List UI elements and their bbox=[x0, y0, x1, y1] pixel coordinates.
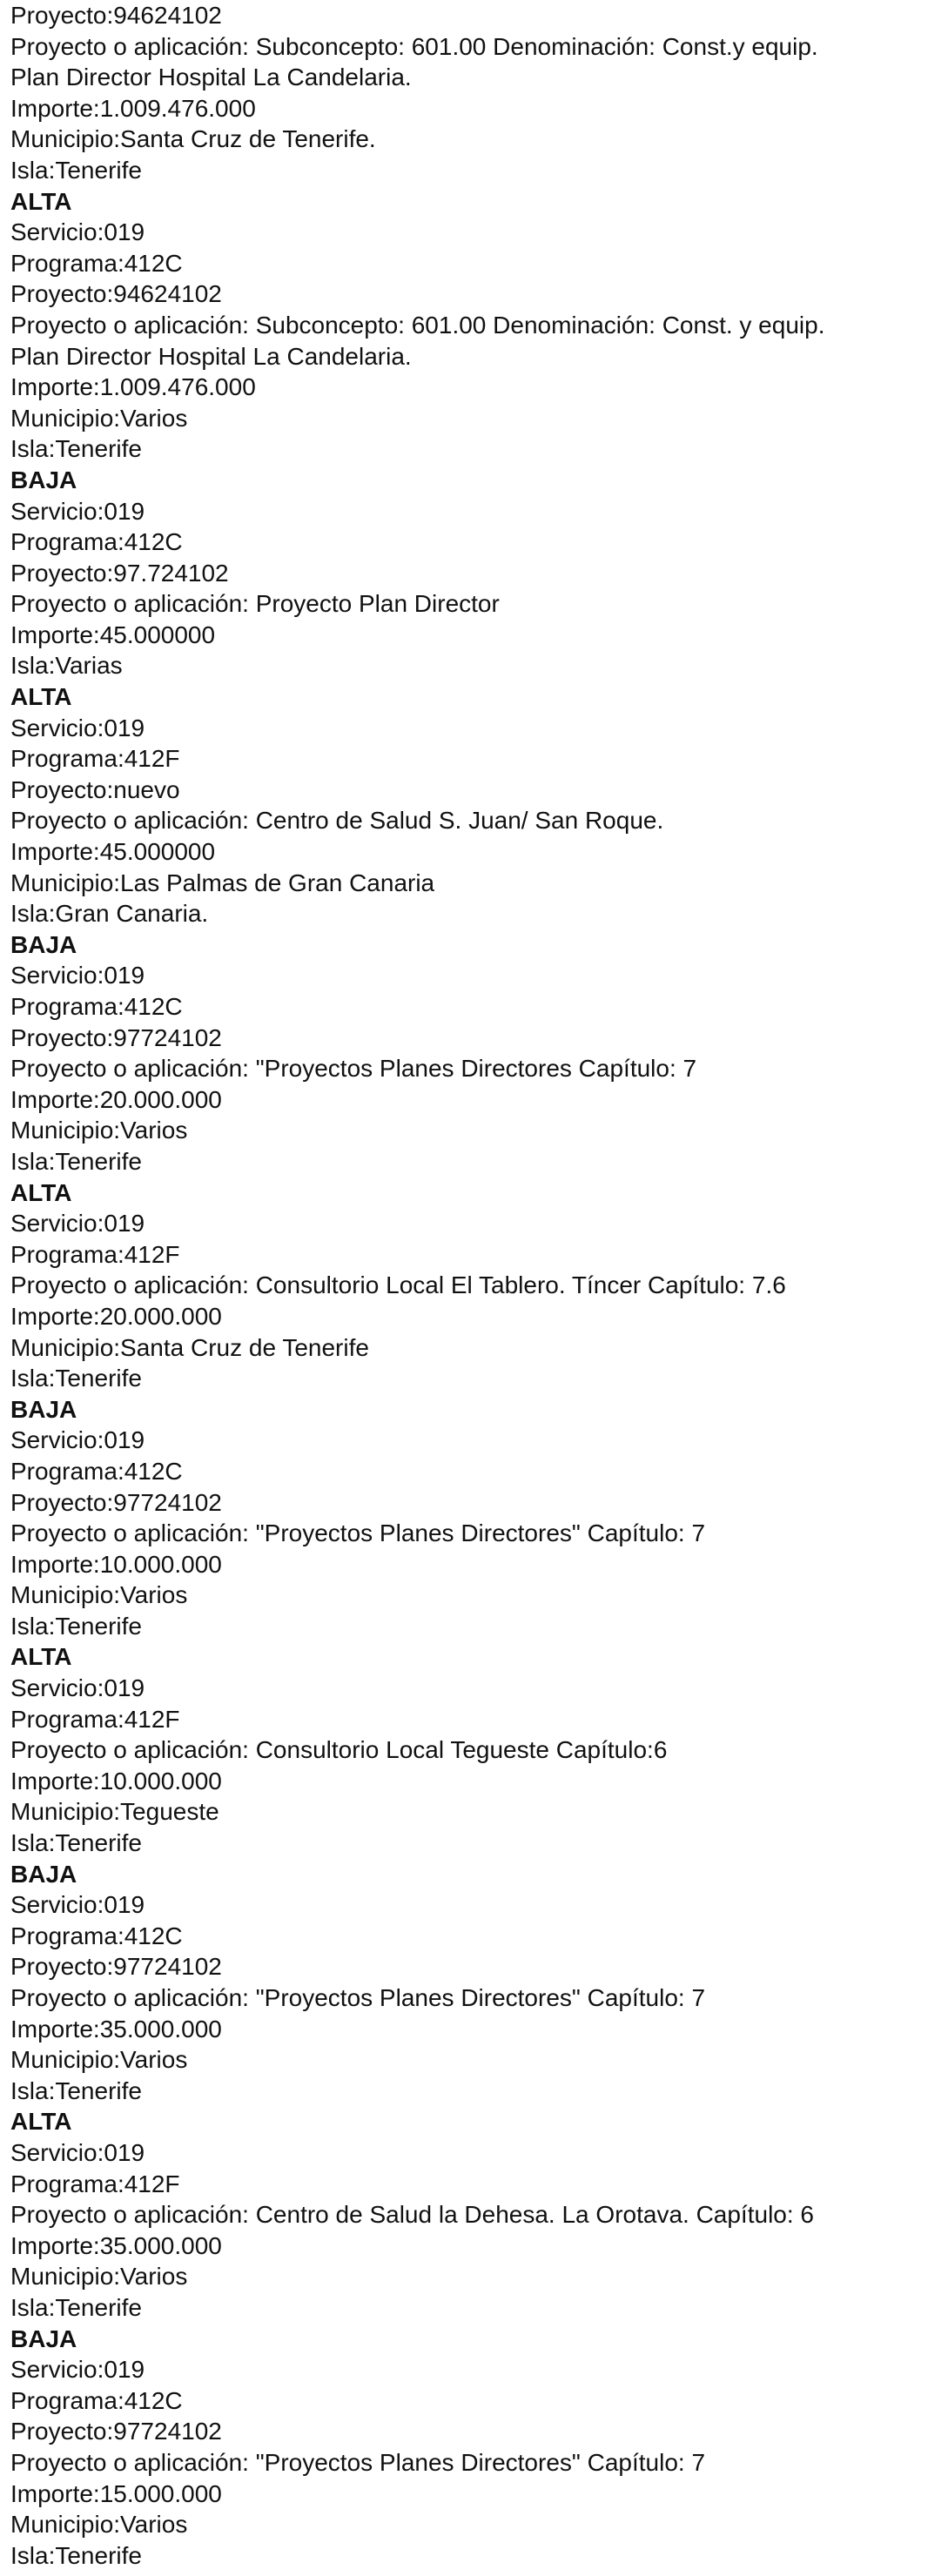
document-line: Programa:412C bbox=[10, 1922, 183, 1949]
document-line: Importe:35.000.000 bbox=[10, 2015, 222, 2043]
document-line: Proyecto o aplicación: Centro de Salud la Dehesa. La Orotava. Capítulo: 6 bbox=[10, 2201, 814, 2229]
document-line: Programa:412F bbox=[10, 1240, 180, 1268]
document-line: Proyecto:97724102 bbox=[10, 1488, 222, 1516]
document-line: Importe:15.000.000 bbox=[10, 2479, 222, 2507]
document-line: Isla:Tenerife bbox=[10, 435, 142, 463]
document-line: Proyecto o aplicación: Subconcepto: 601.00 Denominación: Const. y equip. bbox=[10, 311, 825, 339]
document-body bbox=[10, 0, 948, 2571]
document-line: Importe:35.000.000 bbox=[10, 2231, 222, 2259]
document-line: Proyecto o aplicación: Centro de Salud S. Juan/ San Roque. bbox=[10, 807, 664, 835]
document-line: Importe:20.000.000 bbox=[10, 1302, 222, 1330]
document-line: Municipio:Santa Cruz de Tenerife bbox=[10, 1333, 369, 1361]
document-line: Proyecto o aplicación: Consultorio Local Tegueste Capítulo:6 bbox=[10, 1736, 668, 1764]
document-line: Importe:45.000000 bbox=[10, 838, 216, 866]
document-line: Isla:Tenerife bbox=[10, 1147, 142, 1175]
document-line: Isla:Tenerife bbox=[10, 2293, 142, 2321]
document-line: Servicio:019 bbox=[10, 1674, 145, 1702]
document-line: Proyecto:97.724102 bbox=[10, 559, 229, 587]
document-line: Isla:Gran Canaria. bbox=[10, 900, 209, 928]
document-line: Programa:412C bbox=[10, 2386, 183, 2414]
section-heading: BAJA bbox=[10, 1395, 77, 1423]
section-heading: ALTA bbox=[10, 2108, 72, 2136]
document-line: Servicio:019 bbox=[10, 714, 145, 741]
document-line: Municipio:Varios bbox=[10, 2046, 188, 2074]
document-line: Isla:Tenerife bbox=[10, 1612, 142, 1640]
document-line: Isla:Varias bbox=[10, 652, 123, 680]
section-heading: BAJA bbox=[10, 930, 77, 958]
document-line: Proyecto:97724102 bbox=[10, 1953, 222, 1981]
document-line: Proyecto o aplicación: "Proyectos Planes Directores" Capítulo: 7 bbox=[10, 2448, 706, 2476]
document-line: Servicio:019 bbox=[10, 1891, 145, 1919]
document-line: Municipio:Varios bbox=[10, 2511, 188, 2539]
section-heading: ALTA bbox=[10, 187, 72, 215]
document-line: Programa:412F bbox=[10, 745, 180, 773]
section-heading: ALTA bbox=[10, 1178, 72, 1206]
document-line: Municipio:Tegueste bbox=[10, 1798, 219, 1826]
document-line: Plan Director Hospital La Candelaria. bbox=[10, 342, 412, 370]
section-heading: BAJA bbox=[10, 466, 77, 493]
document-line: Municipio:Varios bbox=[10, 1117, 188, 1144]
document-line: Municipio:Varios bbox=[10, 404, 188, 432]
document-line: Municipio:Varios bbox=[10, 1581, 188, 1609]
document-line: Servicio:019 bbox=[10, 962, 145, 989]
document-line: Servicio:019 bbox=[10, 497, 145, 525]
document-line: Importe:10.000.000 bbox=[10, 1767, 222, 1794]
document-line: Importe:45.000000 bbox=[10, 621, 216, 648]
document-line: Isla:Tenerife bbox=[10, 156, 142, 184]
document-line: Proyecto o aplicación: "Proyectos Planes Directores Capítulo: 7 bbox=[10, 1055, 697, 1083]
document-line: Plan Director Hospital La Candelaria. bbox=[10, 64, 412, 91]
section-heading: ALTA bbox=[10, 1643, 72, 1671]
document-line: Isla:Tenerife bbox=[10, 1829, 142, 1857]
document-line: Isla:Tenerife bbox=[10, 2541, 142, 2569]
document-line: Programa:412C bbox=[10, 528, 183, 556]
document-line: Importe:20.000.000 bbox=[10, 1085, 222, 1113]
document-line: Servicio:019 bbox=[10, 1426, 145, 1454]
document-line: Programa:412F bbox=[10, 1705, 180, 1733]
document-line: Municipio:Santa Cruz de Tenerife. bbox=[10, 125, 376, 153]
document-line: Programa:412F bbox=[10, 2170, 180, 2197]
document-line: Municipio:Varios bbox=[10, 2263, 188, 2291]
section-heading: ALTA bbox=[10, 683, 72, 711]
document-line: Proyecto o aplicación: Proyecto Plan Director bbox=[10, 590, 500, 618]
document-line: Municipio:Las Palmas de Gran Canaria bbox=[10, 869, 435, 896]
document-line: Proyecto o aplicación: Subconcepto: 601.00 Denominación: Const.y equip. bbox=[10, 32, 818, 60]
document-line: Programa:412C bbox=[10, 993, 183, 1020]
document-line: Proyecto:94624102 bbox=[10, 280, 222, 308]
document-line: Proyecto:94624102 bbox=[10, 2, 222, 29]
document-line: Proyecto:97724102 bbox=[10, 2418, 222, 2445]
document-line: Proyecto o aplicación: "Proyectos Planes Directores" Capítulo: 7 bbox=[10, 1519, 706, 1547]
document-line: Servicio:019 bbox=[10, 2138, 145, 2166]
document-line: Isla:Tenerife bbox=[10, 2076, 142, 2104]
document-line: Importe:10.000.000 bbox=[10, 1550, 222, 1578]
document-line: Importe:1.009.476.000 bbox=[10, 373, 256, 401]
section-heading: BAJA bbox=[10, 2324, 77, 2352]
document-line: Servicio:019 bbox=[10, 1210, 145, 1238]
document-line: Isla:Tenerife bbox=[10, 1365, 142, 1392]
document-line: Proyecto:nuevo bbox=[10, 775, 180, 803]
document-line: Proyecto o aplicación: Consultorio Local El Tablero. Tíncer Capítulo: 7.6 bbox=[10, 1271, 786, 1299]
document-line: Proyecto o aplicación: "Proyectos Planes Directores" Capítulo: 7 bbox=[10, 1984, 706, 2011]
document-line: Programa:412C bbox=[10, 1457, 183, 1485]
section-heading: BAJA bbox=[10, 1860, 77, 1888]
document-line: Servicio:019 bbox=[10, 218, 145, 246]
document-line: Programa:412C bbox=[10, 249, 183, 277]
document-line: Servicio:019 bbox=[10, 2356, 145, 2384]
document-line: Proyecto:97724102 bbox=[10, 1023, 222, 1051]
document-line: Importe:1.009.476.000 bbox=[10, 94, 256, 122]
